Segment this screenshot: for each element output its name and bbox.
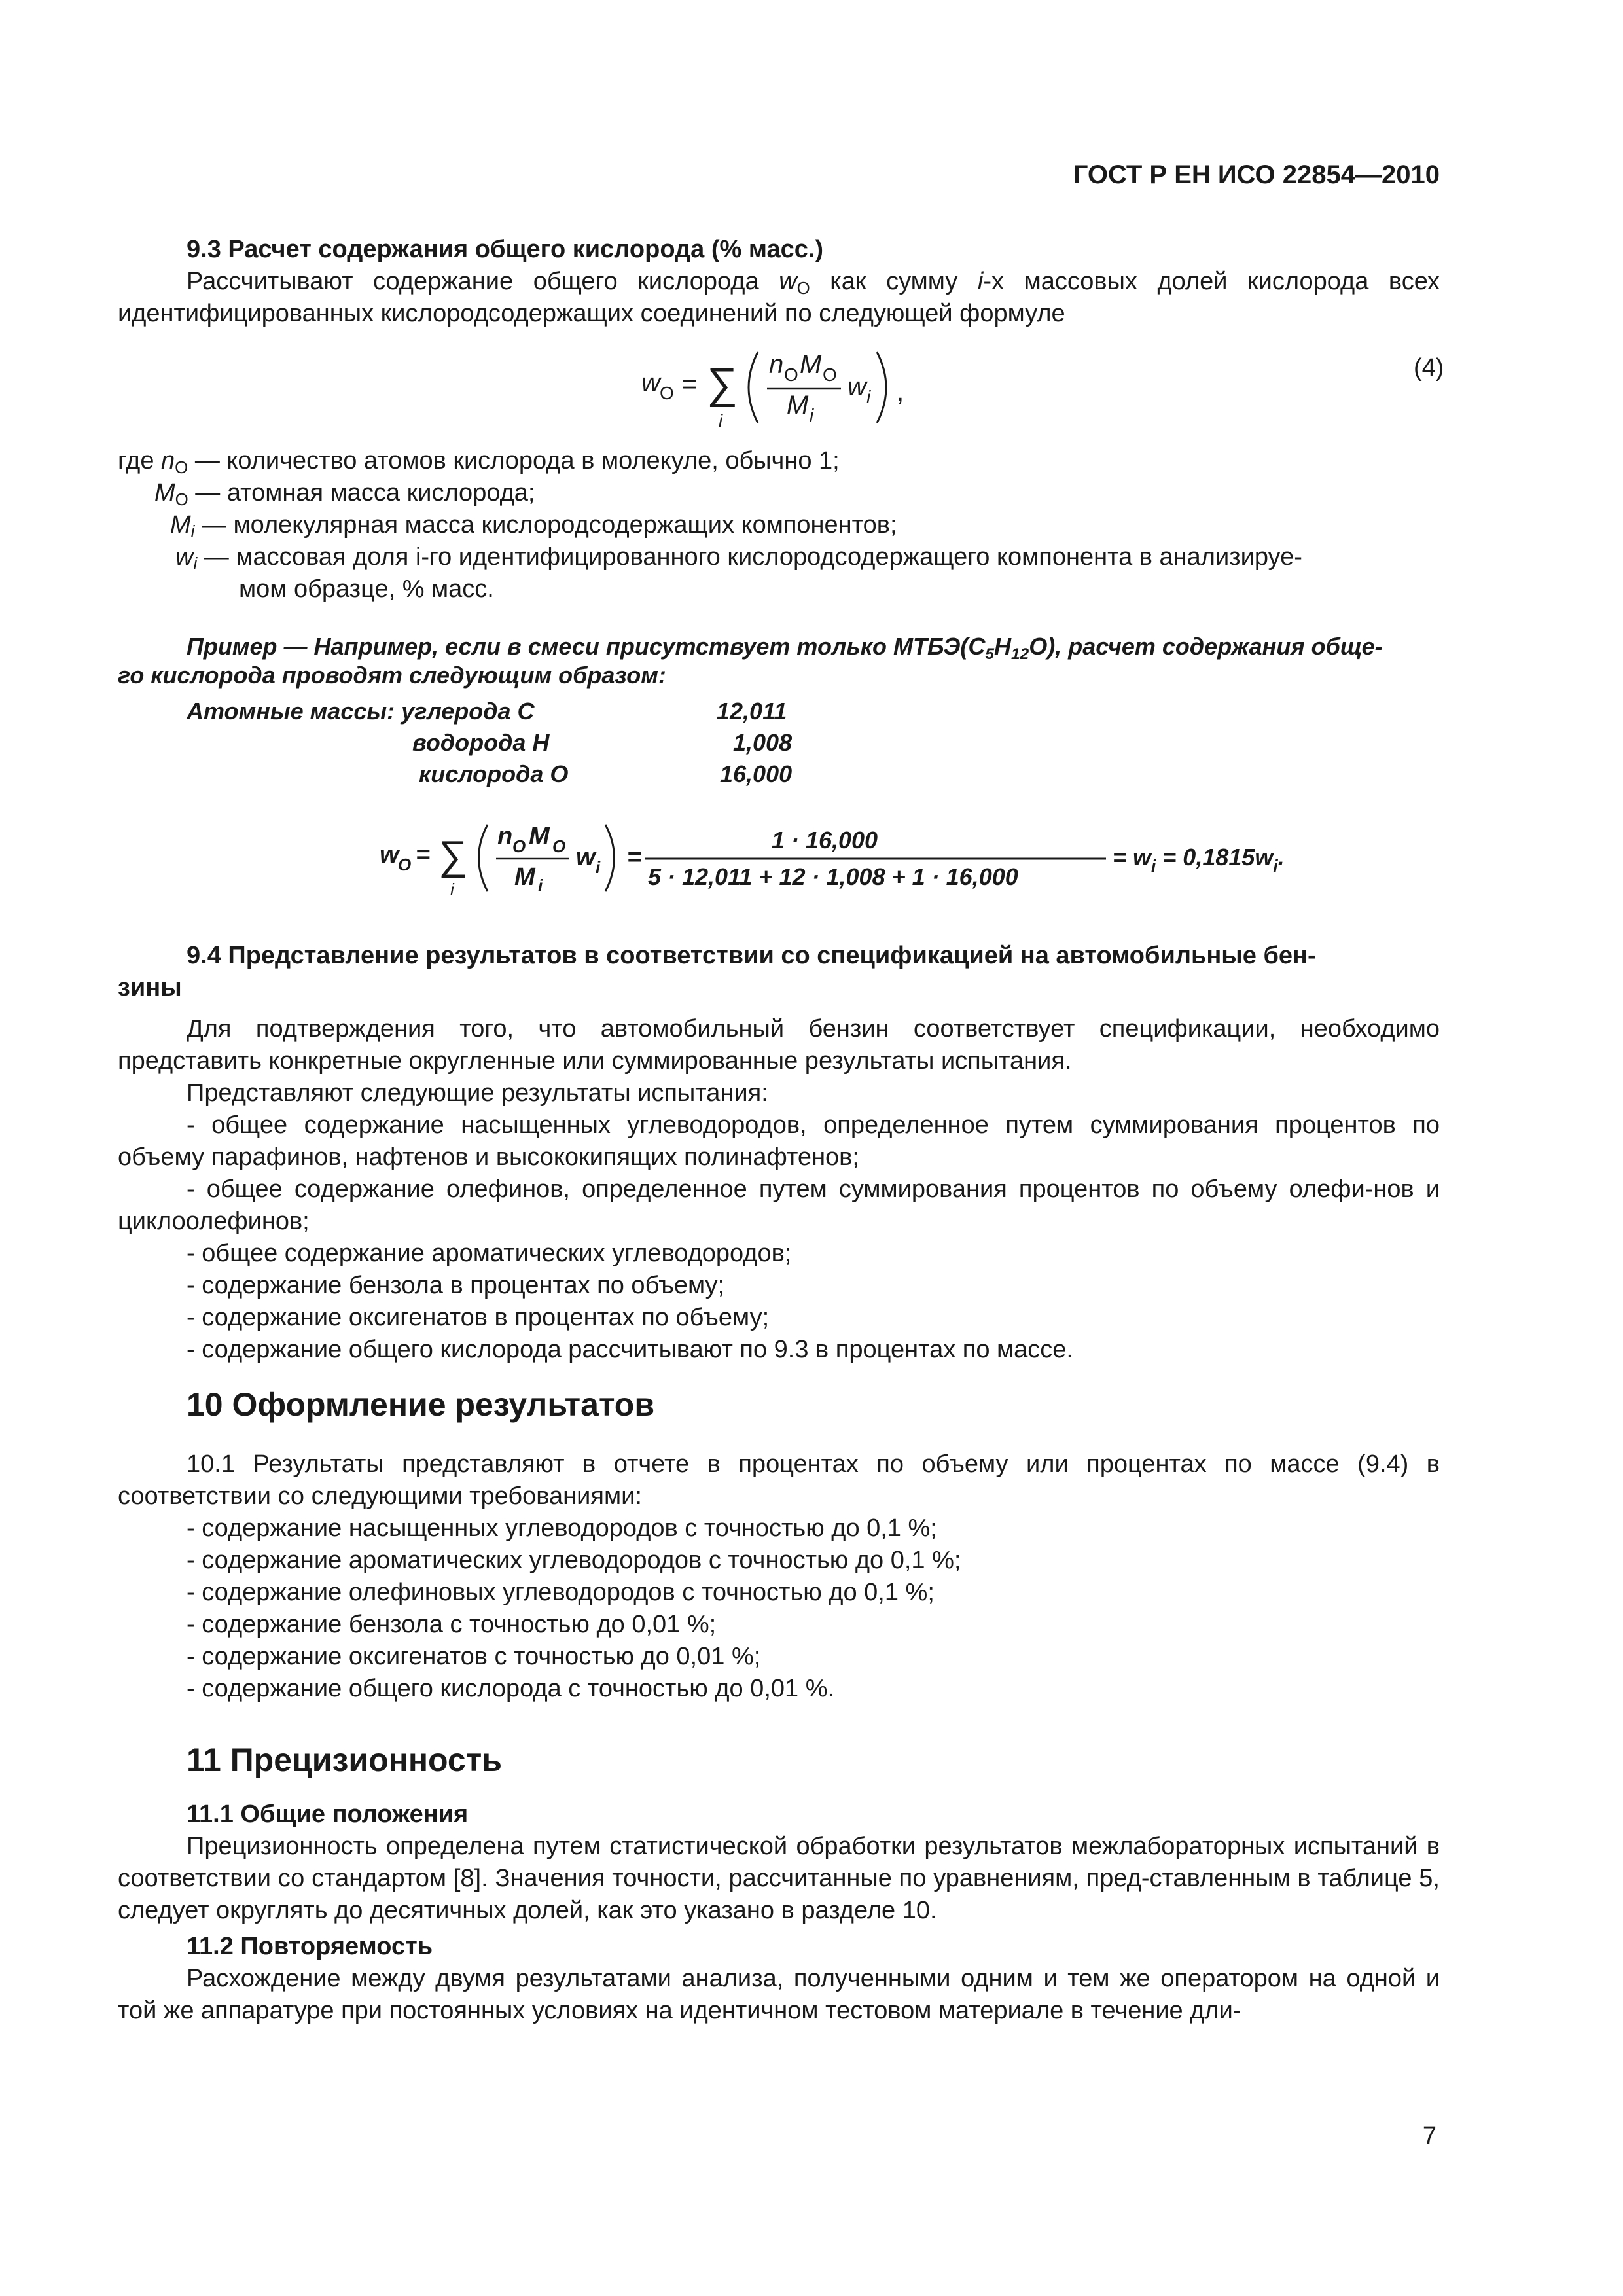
calc-denominator: 5 · 12,011 + 12 · 1,008 + 1 · 16,000 — [648, 863, 1018, 890]
section-9-3-paragraph: Рассчитывают содержание общего кислорода $w_O$ как сумму i-х массовых долей кислорода всех идентифицированных кислородсодержащих соединений по следующей формуле — [118, 268, 1440, 327]
standard-code: ГОСТ Р ЕН ИСО 22854—2010 — [1073, 160, 1440, 189]
section-10-item: - содержание бензола с точностью до 0,01 %; — [187, 1611, 717, 1638]
svg-text:w: w — [380, 841, 399, 869]
example-calculation-formula — [380, 812, 1329, 903]
example-block — [118, 632, 1440, 690]
mass-row-hydrogen: водорода H 1,008 — [412, 729, 793, 756]
section-10 — [118, 1386, 1440, 1705]
formula-legend — [118, 445, 1440, 605]
svg-text:n: n — [769, 350, 784, 379]
svg-text:O: O — [660, 383, 674, 403]
svg-text:,: , — [897, 378, 904, 406]
section-9-4-item: - содержание оксигенатов в процентах по объему; — [187, 1304, 770, 1331]
section-10-item: - содержание ароматических углеводородов с точностью до 0,1 %; — [187, 1547, 961, 1574]
section-9-4-item: - содержание бензола в процентах по объему; — [187, 1272, 725, 1299]
section-10-heading: 10 Оформление результатов — [187, 1386, 655, 1423]
section-9-4-paragraph-1: Для подтверждения того, что автомобильный бензин соответствует спецификации, необходимо представить конкретные округленные или суммированные результаты испытания. — [118, 1015, 1440, 1075]
section-11-2-paragraph: Расхождение между двумя результатами анализа, полученными одним и тем же оператором на одной и той же аппаратуре при постоянных условиях на идентичном тестовом материале в течение дли- — [118, 1965, 1440, 2024]
section-9-4-item: - общее содержание насыщенных углеводородов, определенное путем суммирования процентов по объему парафинов, нафтенов и высококипящих полинафтенов; — [118, 1111, 1440, 1171]
svg-text:O: O — [823, 365, 837, 385]
svg-text:n: n — [497, 823, 513, 850]
section-9-4-item: - общее содержание олефинов, определенное путем суммирования процентов по объему олефи-нов и циклоолефинов; — [118, 1175, 1440, 1235]
section-9-4-heading-line-2: зины — [118, 974, 182, 1001]
mass-row-carbon: Атомные массы: углерода C 12,011 — [187, 698, 787, 725]
section-11-1-paragraph: Прецизионность определена путем статистической обработки результатов межлабораторных испытаний в соответствии со стандартом [8]. Значения точности, рассчитанные по уравнениям, пред-ставленным в таблице 5, следует округлять до десятичных долей, как это указано в разделе 10. — [118, 1833, 1440, 1924]
section-9-3-heading: 9.3 Расчет содержания общего кислорода (% масс.) — [187, 236, 824, 263]
svg-text:M: M — [800, 350, 822, 379]
svg-text:i: i — [866, 387, 871, 407]
svg-text:O: O — [512, 836, 526, 856]
svg-text:O: O — [398, 855, 412, 874]
svg-text:= wi = 0,1815wi.: = $w_i = 0,1815w_i$. — [1113, 844, 1285, 876]
formula-4 — [641, 340, 1060, 439]
page-number: 7 — [1422, 2123, 1436, 2150]
svg-text:i: i — [450, 880, 454, 899]
svg-text:i: i — [538, 876, 543, 895]
svg-text:M: M — [787, 391, 809, 420]
svg-text:∑: ∑ — [438, 833, 468, 878]
section-11-heading: 11 Прецизионность — [187, 1742, 502, 1778]
example-line-2: го кислорода проводят следующим образом: — [118, 662, 666, 689]
section-10-1-paragraph: 10.1 Результаты представляют в отчете в процентах по объему или процентах по массе (9.4) в соответствии со следующими требованиями: — [118, 1450, 1440, 1510]
svg-text:O: O — [784, 365, 798, 385]
section-9-4-paragraph-2: Представляют следующие результаты испытания: — [187, 1079, 768, 1107]
section-10-item: - содержание олефиновых углеводородов с точностью до 0,1 %; — [187, 1579, 935, 1606]
calc-numerator: 1 · 16,000 — [771, 827, 878, 853]
section-11-1-heading: 11.1 Общие положения — [187, 1801, 469, 1828]
section-10-item: - содержание общего кислорода с точностью до 0,01 %. — [187, 1675, 835, 1702]
section-11 — [118, 1744, 1440, 2027]
svg-text:M: M — [529, 823, 550, 850]
legend-n-o: где $n_O$ — количество атомов кислорода в молекуле, обычно 1; — [118, 447, 840, 477]
section-9-4 — [118, 940, 1440, 1366]
svg-text:i: i — [810, 405, 814, 425]
svg-text:=: = — [416, 841, 431, 869]
svg-text:=: = — [627, 844, 642, 871]
section-11-2-heading: 11.2 Повторяемость — [187, 1933, 433, 1960]
section-10-item: - содержание насыщенных углеводородов с точностью до 0,1 %; — [187, 1515, 937, 1542]
svg-text:w: w — [847, 372, 866, 401]
formula-number: (4) — [1414, 354, 1444, 382]
section-9-4-heading-line-1: 9.4 Представление результатов в соответствии со спецификацией на автомобильные бен- — [187, 942, 1316, 969]
section-9-3 — [118, 234, 1440, 330]
legend-w-i: $w_i$ — массовая доля i-го идентифицированного кислородсодержащего компонента в анализируе- — [175, 543, 1302, 573]
svg-text:M: M — [514, 863, 535, 891]
svg-text:i: i — [719, 410, 723, 431]
svg-text:∑: ∑ — [707, 359, 738, 407]
mass-row-oxygen: кислорода O 16,000 — [419, 761, 793, 787]
svg-text:i: i — [596, 857, 601, 877]
legend-m-i: $M_i$ — молекулярная масса кислородсодержащих компонентов; — [170, 511, 897, 541]
legend-w-i-continued: мом образце, % масс. — [239, 575, 494, 603]
svg-text:O: O — [552, 836, 566, 856]
section-9-4-item: - общее содержание ароматических углеводородов; — [187, 1240, 792, 1267]
section-9-4-item: - содержание общего кислорода рассчитывают по 9.3 в процентах по массе. — [187, 1336, 1073, 1363]
section-10-item: - содержание оксигенатов с точностью до 0,01 %; — [187, 1643, 761, 1670]
legend-m-o: $M_O$ — атомная масса кислорода; — [154, 479, 535, 509]
example-line-1: Пример — Например, если в смеси присутствует только $МТБЭ(C_5H_{12}O)$, расчет содержания обще- — [187, 633, 1383, 663]
atomic-masses — [118, 697, 1440, 791]
svg-text:=: = — [682, 370, 698, 399]
svg-text:w: w — [641, 368, 660, 397]
svg-text:w: w — [576, 844, 596, 871]
